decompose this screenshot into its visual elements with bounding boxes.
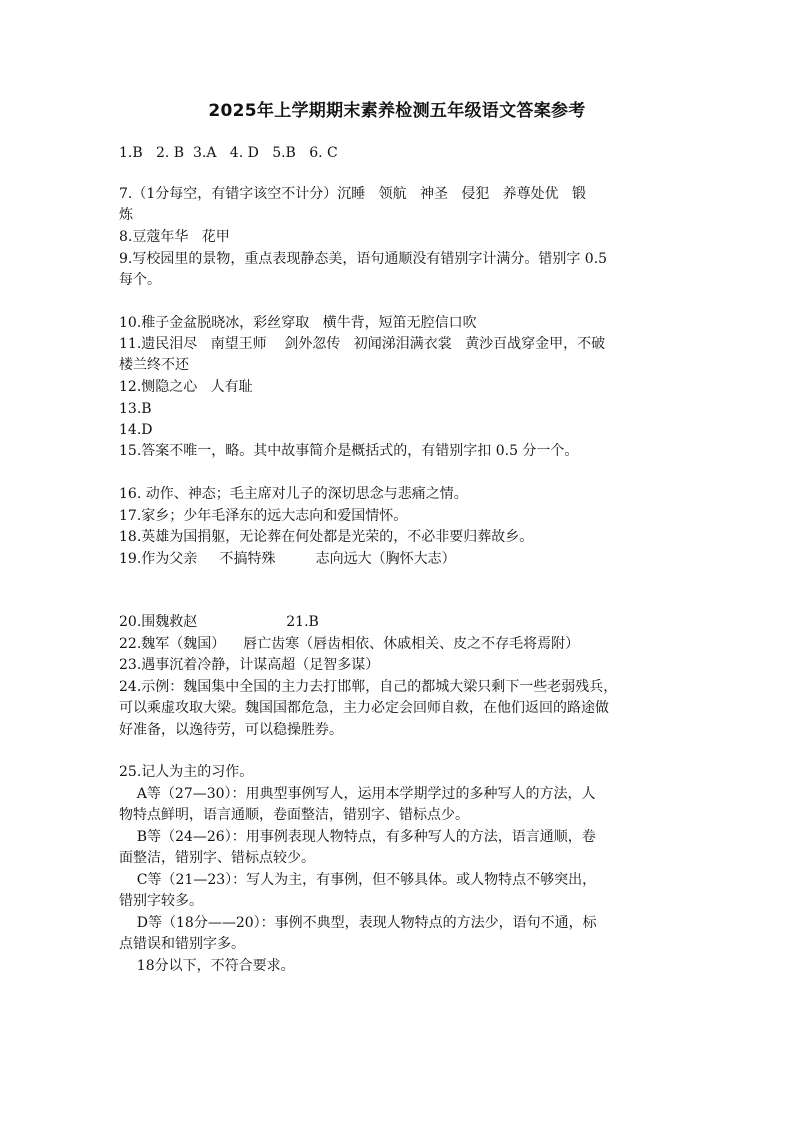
grade-d-line-cont: 点错误和错别字多。 — [119, 936, 245, 952]
grade-c-line-cont: 错别字较多。 — [119, 893, 203, 909]
answer-line-22: 22.魏军（魏国） 唇亡齿寒（唇齿相依、休戚相关、皮之不存毛将焉附） — [119, 636, 580, 652]
below-18-line: 18分以下，不符合要求。 — [119, 958, 295, 974]
answer-line-12: 12.恻隐之心 人有耻 — [119, 379, 253, 395]
answer-line-23: 23.遇事沉着冷静，计谋高超（足智多谋） — [119, 657, 380, 673]
grade-d-line: D等（18分——20）：事例不典型，表现人物特点的方法少，语句不通，标 — [119, 915, 597, 931]
answer-line-17: 17.家乡；少年毛泽东的远大志向和爱国情怀。 — [119, 508, 408, 524]
answer-line-9: 9.写校园里的景物，重点表现静态美，语句通顺没有错别字计满分。错别字 0.5 — [119, 251, 608, 267]
answer-line-7-cont: 炼 — [119, 207, 133, 223]
grade-b-line-cont: 面整洁，错别字、错标点较少。 — [119, 850, 315, 866]
answer-line-13: 13.B — [119, 401, 152, 417]
answer-line-15: 15.答案不唯一，略。其中故事简介是概括式的，有错别字扣 0.5 分一个。 — [119, 443, 579, 459]
answer-line-11-cont: 楼兰终不还 — [119, 357, 189, 373]
grade-b-line: B等（24—26）：用事例表现人物特点，有多种写人的方法，语言通顺，卷 — [119, 829, 596, 845]
grade-c-line: C等（21—23）：写人为主，有事例，但不够具体。或人物特点不够突出， — [119, 872, 597, 888]
answer-line-19: 19.作为父亲 不搞特殊 志向远大（胸怀大志） — [119, 551, 456, 567]
answer-line-24-cont-2: 好准备，以逸待劳，可以稳操胜券。 — [119, 722, 343, 738]
answer-line-18: 18.英雄为国捐躯，无论葬在何处都是光荣的，不必非要归葬故乡。 — [119, 529, 534, 545]
grade-a-line: A等（27—30）：用典型事例写人，运用本学期学过的多种写人的方法，人 — [119, 786, 596, 802]
answer-line-20-21: 20.围魏救赵 21.B — [119, 614, 319, 630]
answer-line-24: 24.示例：魏国集中全国的主力去打邯郸，自己的都城大梁只剩下一些老弱残兵， — [119, 679, 618, 695]
answer-line-11: 11.遗民泪尽 南望王师 剑外忽传 初闻涕泪满衣裳 黄沙百战穿金甲，不破 — [119, 336, 606, 352]
grade-a-line-cont: 物特点鲜明，语言通顺，卷面整洁，错别字、错标点少。 — [119, 807, 469, 823]
answer-line-1-6: 1.B 2. B 3.A 4. D 5.B 6. C — [119, 145, 338, 161]
answer-line-14: 14.D — [119, 422, 153, 438]
answer-line-24-cont-1: 可以乘虚攻取大梁。魏国国都危急，主力必定会回师自救，在他们返回的路途做 — [119, 700, 609, 716]
answer-line-7: 7.（1分每空，有错字该空不计分）沉睡 领航 神圣 侵犯 养尊处优 锻 — [119, 186, 587, 202]
answer-line-25: 25.记人为主的习作。 — [119, 764, 254, 780]
answer-line-9-cont: 每个。 — [119, 272, 161, 288]
answer-line-8: 8.豆蔻年华 花甲 — [119, 229, 230, 245]
answer-line-16: 16. 动作、神态；毛主席对儿子的深切思念与悲痛之情。 — [119, 486, 468, 502]
page-title: 2025年上学期期末素养检测五年级语文答案参考 — [208, 101, 586, 121]
answer-line-10: 10.稚子金盆脱晓冰，彩丝穿取 横牛背，短笛无腔信口吹 — [119, 315, 477, 331]
